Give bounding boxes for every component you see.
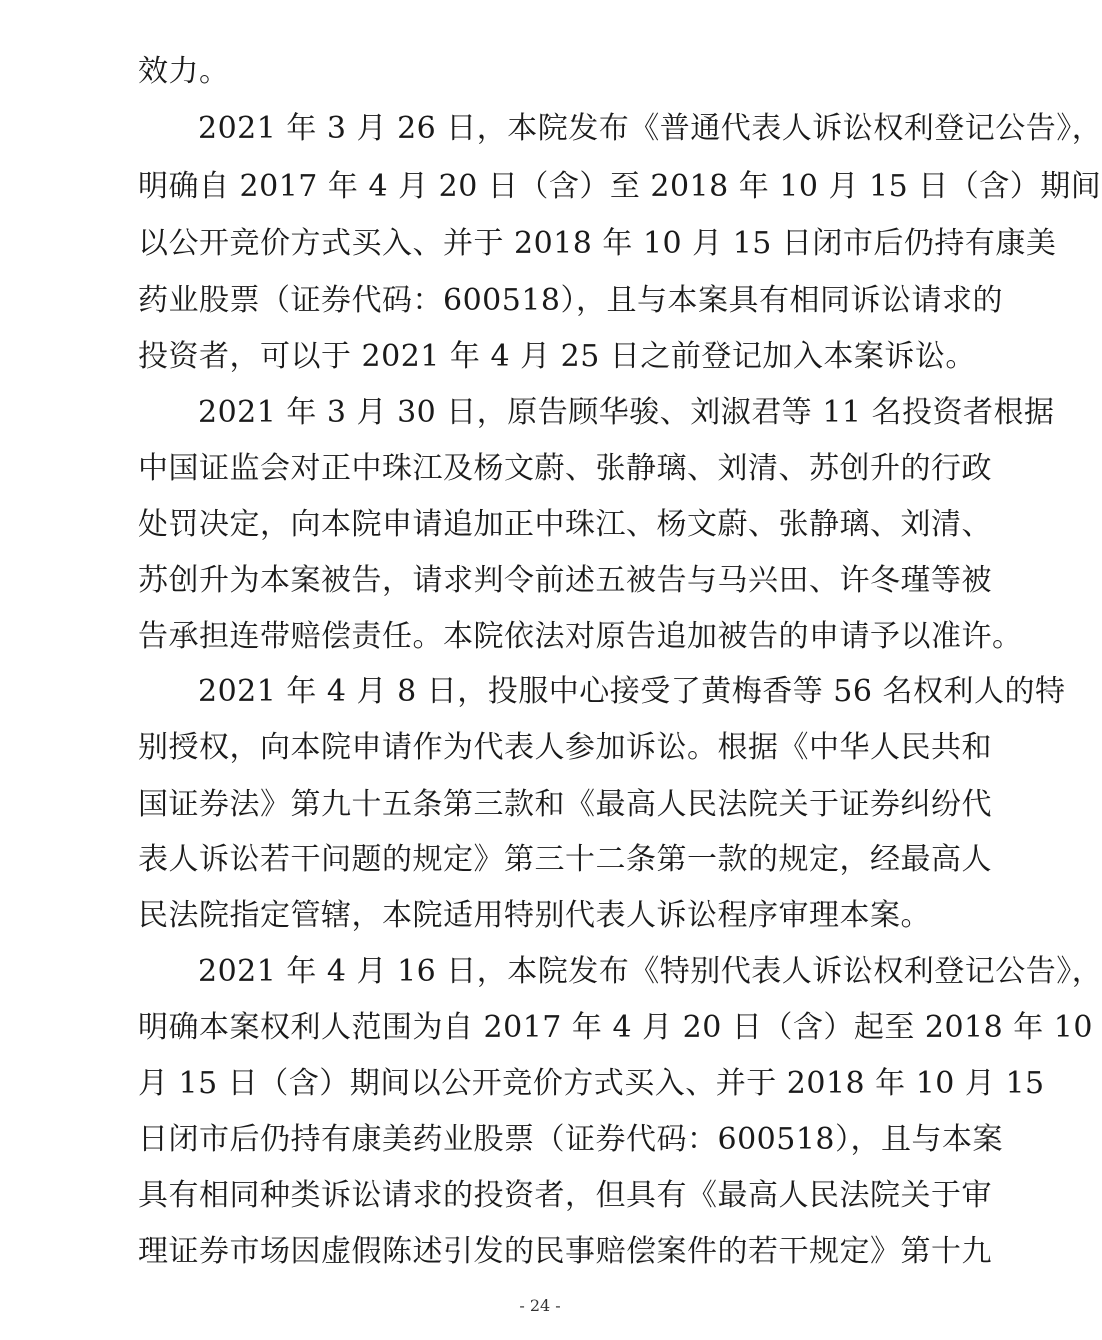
text-line-20: 日闭市后仍持有康美药业股票（证券代码：600518），且与本案 bbox=[138, 1122, 1004, 1157]
text-line-12: 2021 年 4 月 8 日，投服中心接受了黄梅香等 56 名权利人的特 bbox=[198, 674, 1066, 709]
page-number: - 24 - bbox=[519, 1296, 561, 1315]
text-line-13: 别授权，向本院申请作为代表人参加诉讼。根据《中华人民共和 bbox=[138, 730, 992, 765]
text-line-4: 以公开竞价方式买入、并于 2018 年 10 月 15 日闭市后仍持有康美 bbox=[138, 226, 1057, 261]
text-line-14: 国证券法》第九十五条第三款和《最高人民法院关于证券纠纷代 bbox=[138, 787, 992, 822]
text-line-1: 效力。 bbox=[138, 54, 230, 89]
text-line-19: 月 15 日（含）期间以公开竞价方式买入、并于 2018 年 10 月 15 bbox=[138, 1066, 1045, 1101]
text-line-17: 2021 年 4 月 16 日，本院发布《特别代表人诉讼权利登记公告》， bbox=[198, 954, 1102, 989]
text-line-3: 明确自 2017 年 4 月 20 日（含）至 2018 年 10 月 15 日（含）期间 bbox=[138, 169, 1102, 204]
text-line-15: 表人诉讼若干问题的规定》第三十二条第一款的规定，经最高人 bbox=[138, 842, 992, 877]
text-line-9: 处罚决定，向本院申请追加正中珠江、杨文蔚、张静璃、刘清、 bbox=[138, 507, 992, 542]
text-line-11: 告承担连带赔偿责任。本院依法对原告追加被告的申请予以准许。 bbox=[138, 619, 1023, 654]
text-line-7: 2021 年 3 月 30 日，原告顾华骏、刘淑君等 11 名投资者根据 bbox=[198, 395, 1055, 430]
text-line-22: 理证券市场因虚假陈述引发的民事赔偿案件的若干规定》第十九 bbox=[138, 1234, 992, 1269]
text-line-2: 2021 年 3 月 26 日，本院发布《普通代表人诉讼权利登记公告》， bbox=[198, 111, 1102, 146]
text-line-16: 民法院指定管辖，本院适用特别代表人诉讼程序审理本案。 bbox=[138, 898, 931, 933]
text-line-5: 药业股票（证券代码：600518），且与本案具有相同诉讼请求的 bbox=[138, 283, 1004, 318]
text-line-21: 具有相同种类诉讼请求的投资者，但具有《最高人民法院关于审 bbox=[138, 1178, 992, 1213]
text-line-18: 明确本案权利人范围为自 2017 年 4 月 20 日（含）起至 2018 年 10 bbox=[138, 1010, 1093, 1045]
text-line-10: 苏创升为本案被告，请求判令前述五被告与马兴田、许冬瑾等被 bbox=[138, 563, 992, 598]
text-line-6: 投资者，可以于 2021 年 4 月 25 日之前登记加入本案诉讼。 bbox=[138, 339, 976, 374]
text-line-8: 中国证监会对正中珠江及杨文蔚、张静璃、刘清、苏创升的行政 bbox=[138, 451, 992, 486]
